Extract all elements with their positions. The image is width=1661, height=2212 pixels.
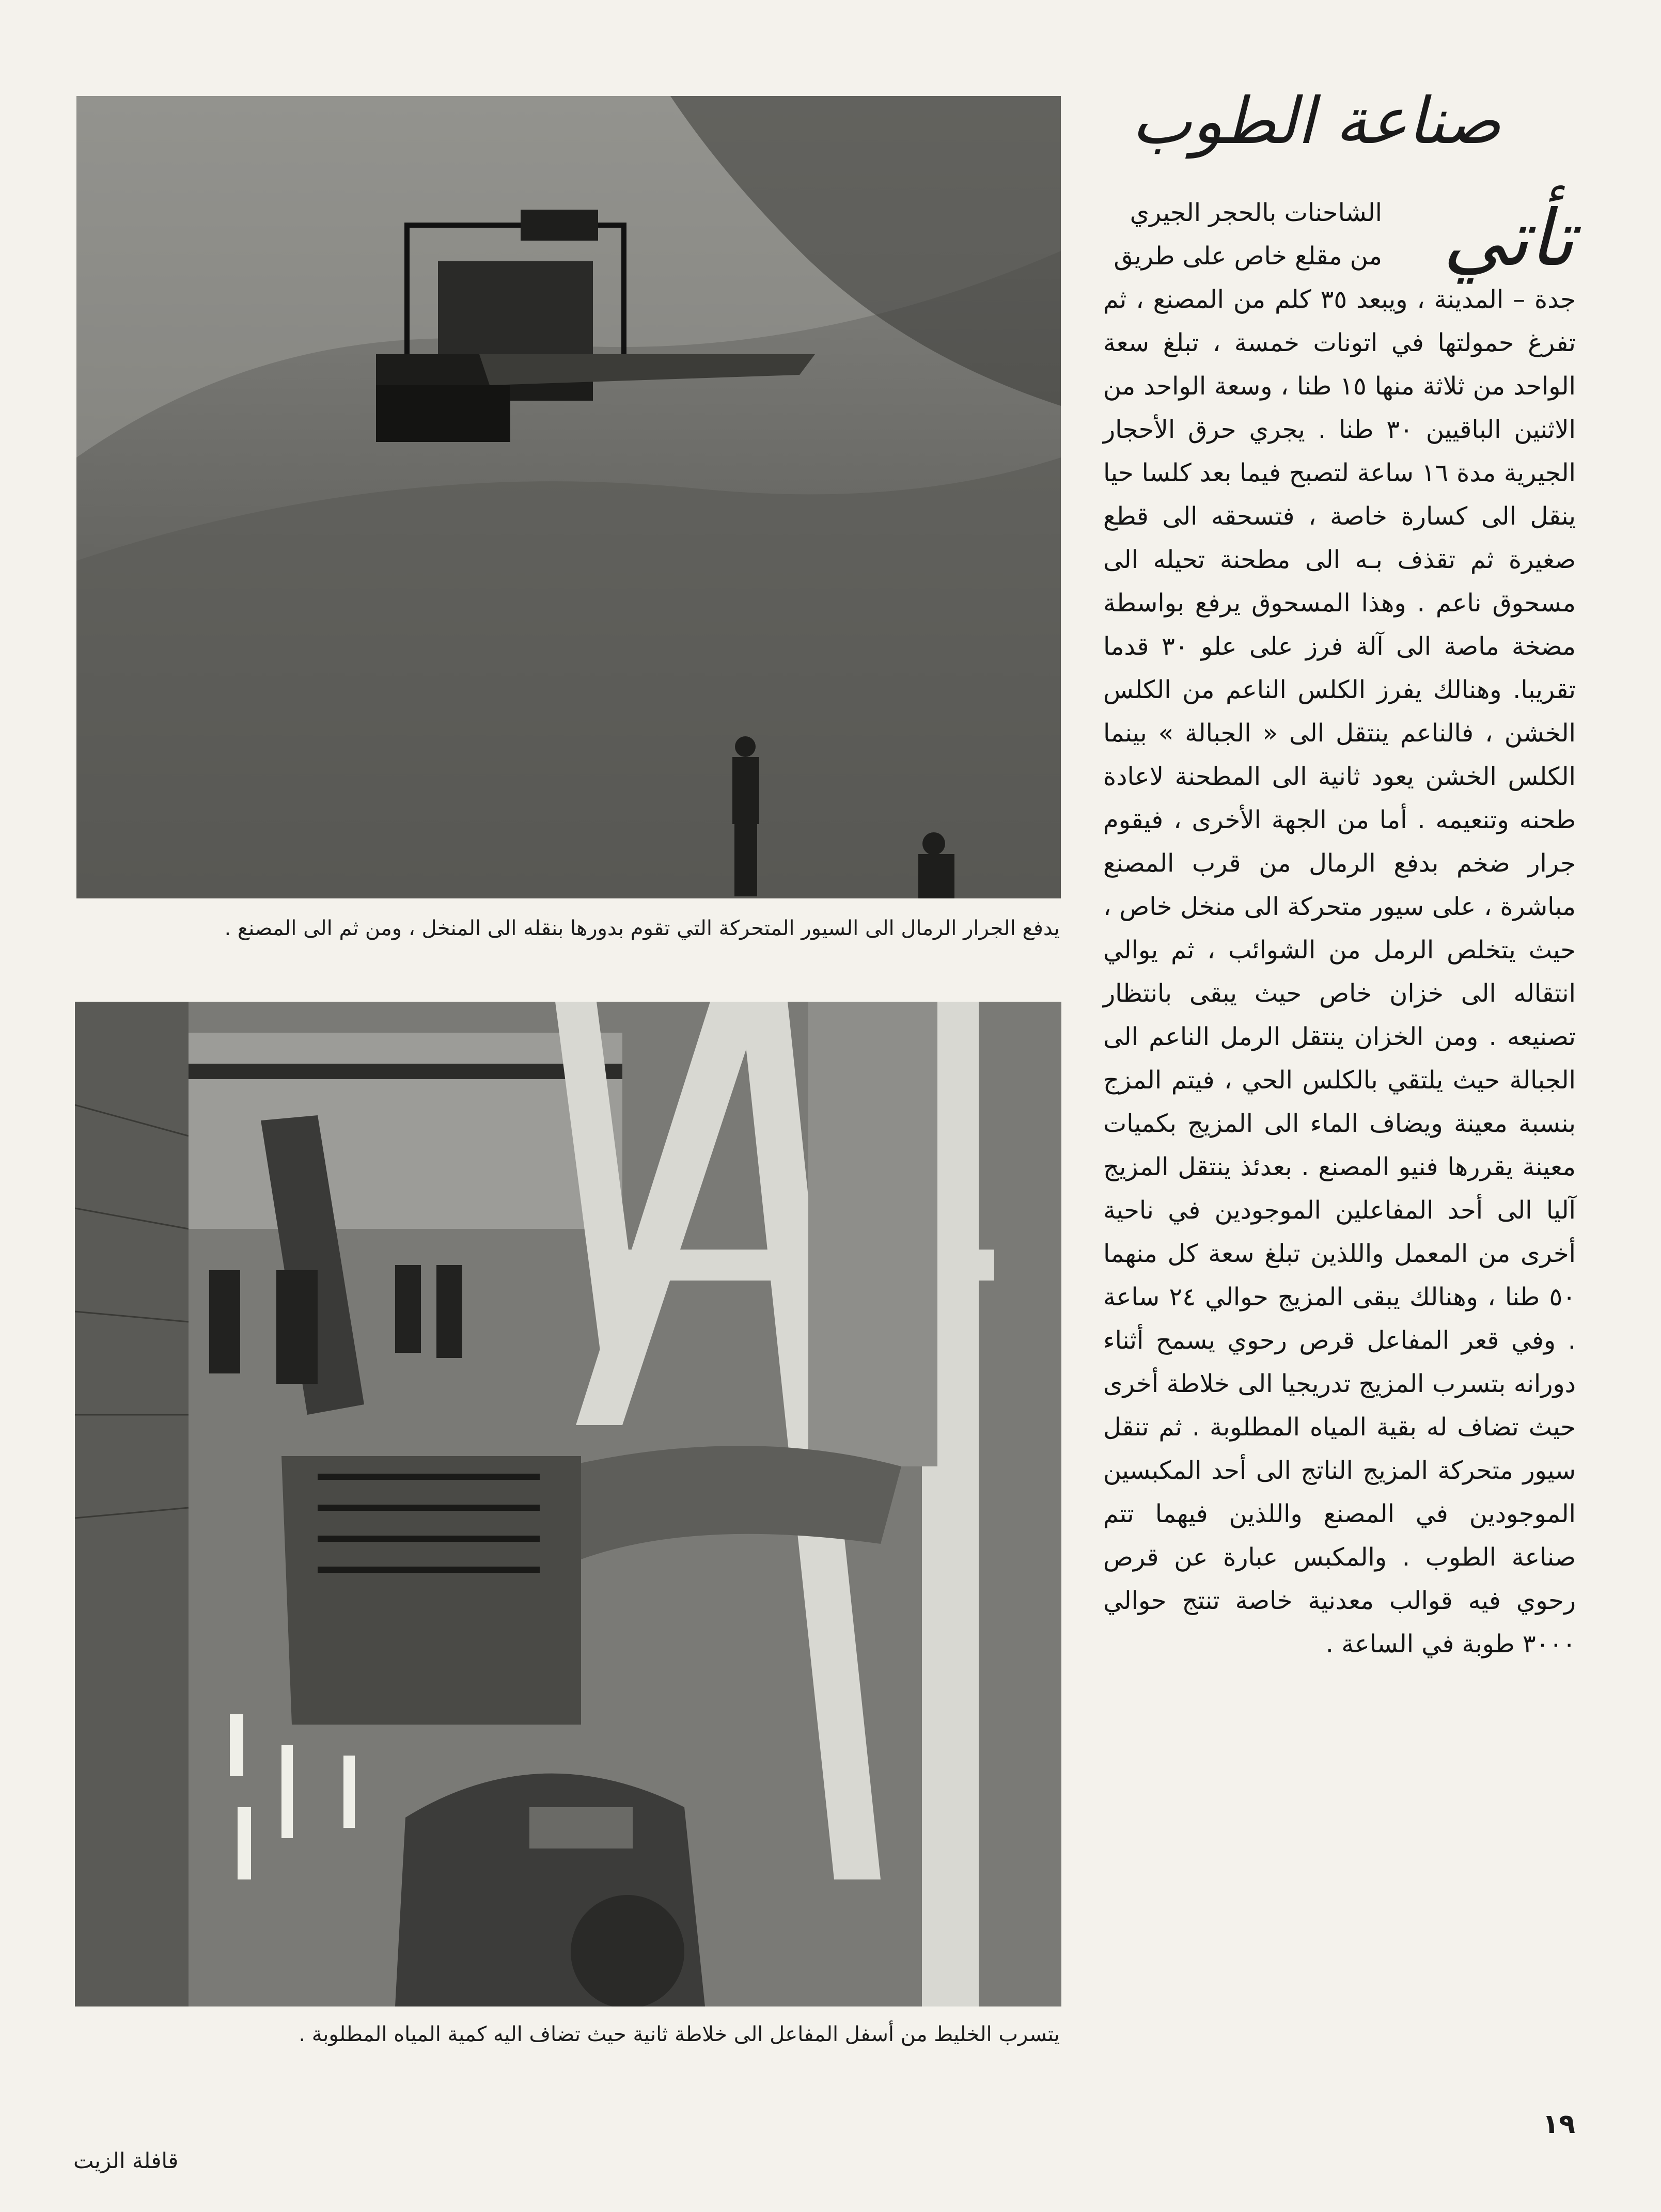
body-text: جدة – المدينة ، ويبعد ٣٥ كلم من المصنع ، ثم تفرغ حمولتها في اتونات خمسة ، تبلغ سعة الواحد من ثلاثة منها ١٥ طنا ، وسعة الواحد من الاثنين الباقيين ٣٠ طنا . يجري حرق الأحجار الجيرية مدة ١٦ ساعة لتصبح فيما بعد كلسا حيا ينقل الى كسارة خاصة ، فتسحقه الى قطع صغيرة ثم تقذف بـه الى مطحنة تحيله الى مسحوق ناعم . وهذا المسحوق يرفع بواسطة مضخة ماصة الى آلة فرز على علو ٣٠ قدما تقريبا. وهنالك يفرز الكلس الناعم من الكلس الخشن ، فالناعم ينتقل الى « الجبالة » بينما الكلس الخشن يعود ثانية الى المطحنة لاعادة طحنه وتنعيمه . أما من الجهة الأخرى ، فيقوم جرار ضخم بدفع الرمال من قرب المصنع مباشرة ، على سيور متحركة الى منخل خاص ، حيث يتخلص الرمل من الشوائب ، ثم يوالي انتقاله الى خزان خاص حيث يبقى بانتظار تصنيعه . ومن الخزان ينتقل الرمل الناعم الى الجبالة حيث يلتقي بالكلس الحي ، فيتم المزج بنسبة معينة ويضاف الماء الى المزيج بكميات معينة يقررها فنيو المصنع . بعدئذ ينتقل المزيج آليا الى أحد المفاعلين الموجودين في ناحية أخرى من المعمل واللذين تبلغ سعة كل منهما ٥٠ طنا ، وهنالك يبقى المزيج حوالي ٢٤ ساعة . وفي قعر المفاعل قرص رحوي يسمح أثناء دورانه بتسرب المزيج تدريجيا الى خلاطة أخرى حيث تضاف له بقية المياه المطلوبة . ثم تنقل سيور متحركة المزيج الناتج الى أحد المكبسين الموجودين في المصنع واللذين فيهما تتم صناعة الطوب . والمكبس عبارة عن قرص رحوي فيه قوالب معدنية خاصة تنتج حوالي ٣٠٠٠ طوبة في الساعة .	[1103, 285, 1576, 1658]
intro-text: الشاحنات بالحجر الجيري من مقلع خاص على طريق	[1114, 198, 1382, 271]
caption-bottom: يتسرب الخليط من أسفل المفاعل الى خلاطة ثانية حيث تضاف اليه كمية المياه المطلوبة .	[299, 2023, 1060, 2046]
page-number: ١٩	[1542, 2109, 1575, 2140]
magazine-footer: قافلة الزيت	[73, 2148, 179, 2173]
bulldozer-photo	[76, 96, 1061, 898]
caption-top: يدفع الجرار الرمال الى السيور المتحركة التي تقوم بدورها بنقله الى المنخل ، ومن ثم الى المصنع .	[224, 917, 1060, 940]
mixer-photo	[75, 1002, 1061, 2006]
drop-word: تأتي	[1443, 194, 1574, 283]
article-title: صناعة الطوب	[1131, 84, 1501, 159]
